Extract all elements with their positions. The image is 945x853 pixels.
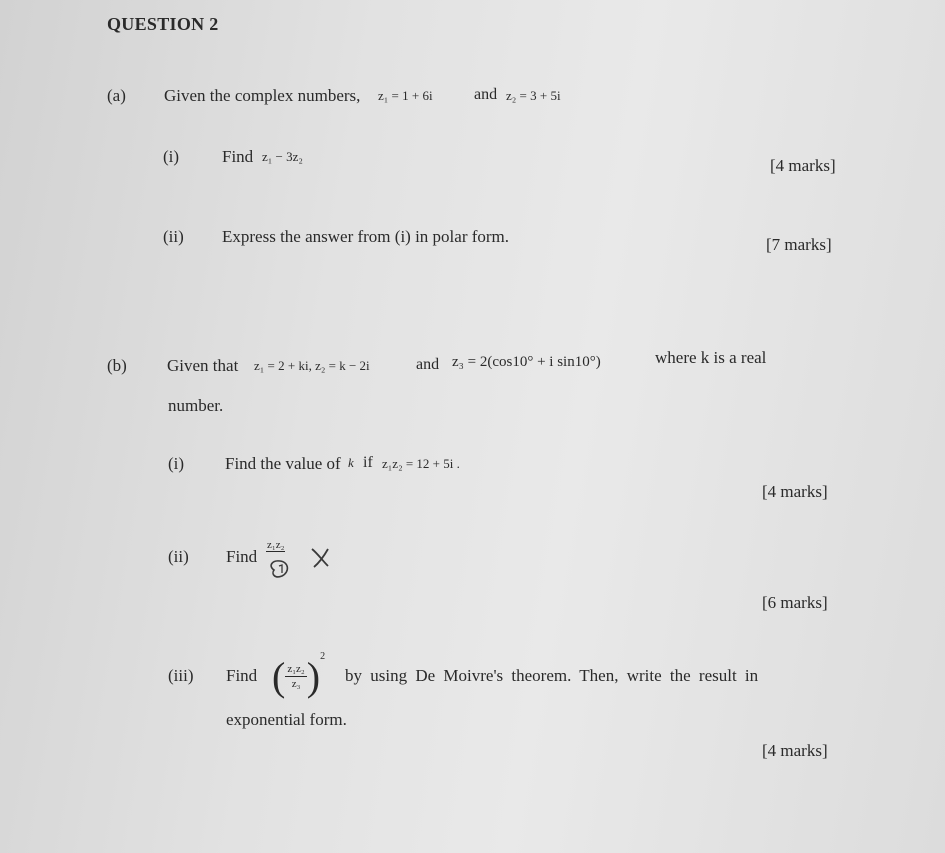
- handwritten-annotation: [262, 536, 342, 582]
- part-b-iii-label: (iii): [168, 666, 194, 685]
- part-b-ii-fraction-numerator: z₁z₂: [267, 539, 285, 551]
- part-b-iii-text: Find: [226, 666, 258, 685]
- part-b-i-if: if: [363, 454, 373, 471]
- part-b-iii-power: 2: [320, 651, 326, 662]
- part-b-and: and: [416, 356, 440, 373]
- part-a-i-marks: [4 marks]: [770, 156, 836, 175]
- part-b-iii-expression: ( $\frac{\text{z₁z₂}}{\text{z₃}}$ )$^2$: [272, 651, 326, 700]
- part-b-ii-marks: [6 marks]: [762, 593, 828, 612]
- part-b-iii-rest: by using De Moivre's theorem. Then, write the result in: [345, 666, 759, 685]
- part-b-label: (b): [107, 356, 127, 375]
- part-b-z3: z₃ = 2(cos10° + i sin10°): [452, 354, 601, 370]
- part-a-and: and: [474, 86, 498, 103]
- part-a-label: (a): [107, 86, 126, 105]
- part-b-i-expr: z₁z₂ = 12 + 5i .: [382, 456, 460, 471]
- part-a-intro: Given the complex numbers,: [164, 86, 361, 105]
- part-b-i-label: (i): [168, 454, 185, 473]
- part-b-i-marks: [4 marks]: [762, 482, 828, 501]
- part-a-ii-label: (ii): [163, 227, 184, 246]
- part-b-ii-text: Find: [226, 547, 258, 566]
- part-a-ii-text: Express the answer from (i) in polar form.: [222, 227, 510, 246]
- part-b-i-text: Find the value of: [225, 454, 341, 473]
- part-a-i-text: Find: [222, 147, 254, 166]
- part-a-z2: z₂ = 3 + 5i: [506, 88, 561, 103]
- part-b-z1z2: z₁ = 2 + ki, z₂ = k − 2i: [254, 358, 370, 373]
- part-b-iii-fraction-numerator: z₁z₂: [287, 663, 305, 676]
- part-a-z1: z₁ = 1 + 6i: [378, 88, 433, 103]
- part-b-intro: Given that: [167, 356, 239, 375]
- part-b-ii-label: (ii): [168, 547, 189, 566]
- part-b-iii-rest-2: exponential form.: [226, 710, 347, 729]
- question-heading: QUESTION 2: [107, 14, 219, 34]
- part-a-i-expr: z₁ − 3z₂: [262, 149, 303, 164]
- part-b-tail-2: number.: [168, 396, 224, 415]
- part-a-i-label: (i): [163, 147, 180, 166]
- part-b-i-k: k: [348, 455, 354, 470]
- part-b-iii-marks: [4 marks]: [762, 741, 828, 760]
- part-b-tail: where k is a real: [655, 348, 767, 367]
- part-b-iii-fraction-denominator: z₃: [291, 678, 301, 691]
- part-a-ii-marks: [7 marks]: [766, 235, 832, 254]
